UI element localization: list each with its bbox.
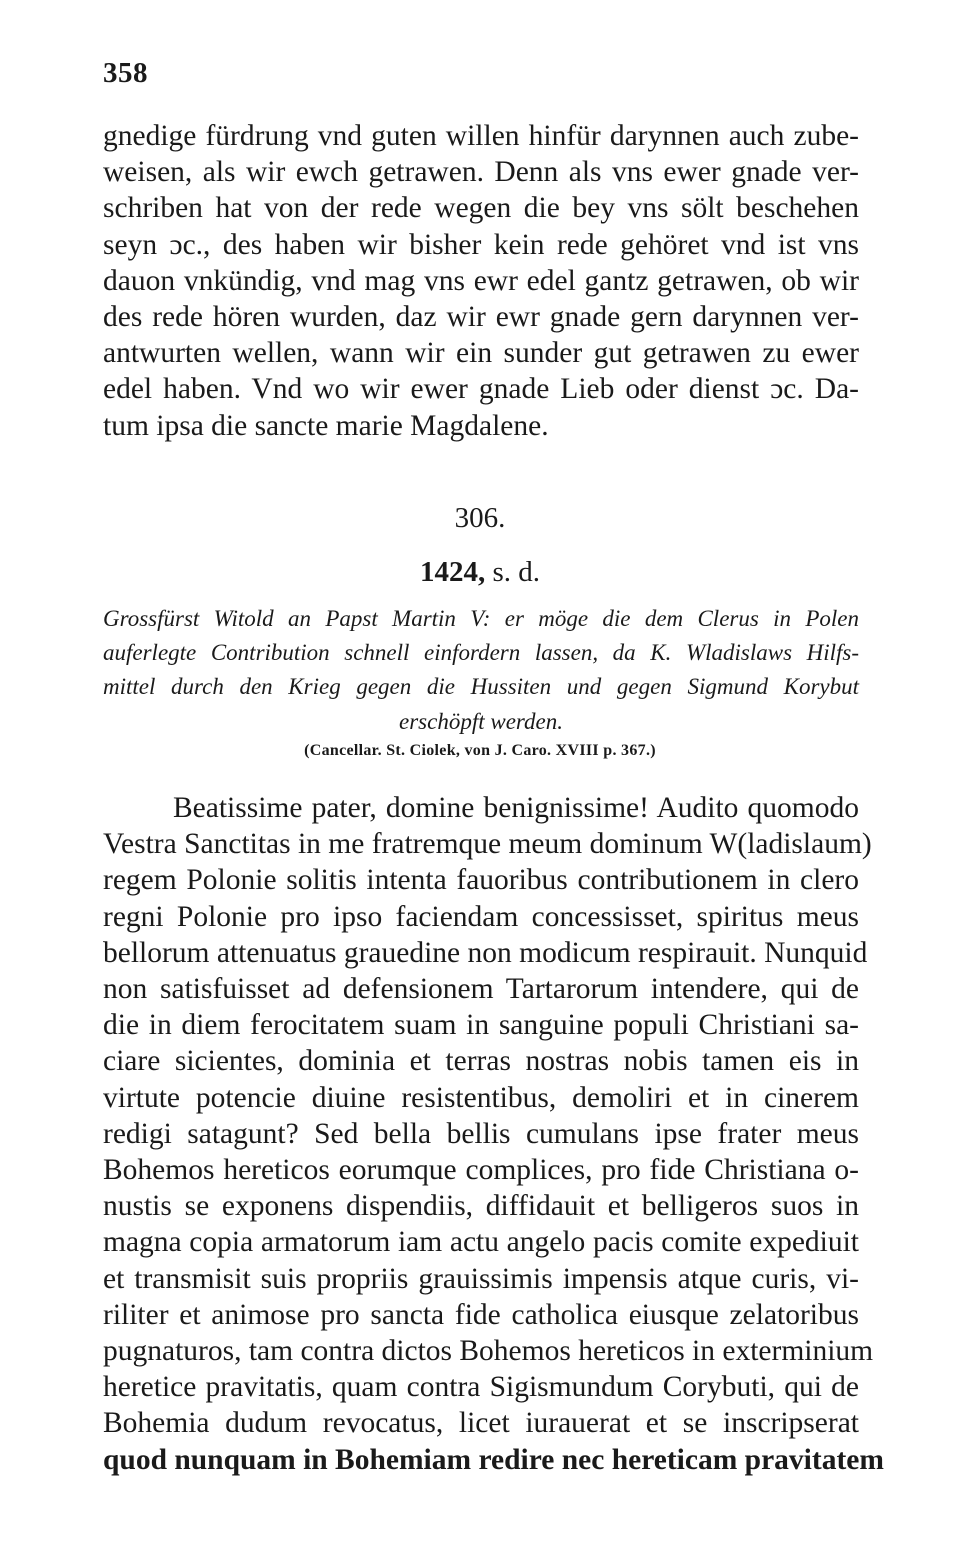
text-line: antwurten wellen, wann wir ein sunder gut getrawen zu ewer xyxy=(103,337,859,370)
intro-paragraph xyxy=(103,118,859,444)
text-line: heretice pravitatis, quam contra Sigismundum Corybuti, qui de xyxy=(103,1371,859,1404)
date-year: 1424, xyxy=(419,556,486,588)
text-line: ciare sicientes, dominia et terras nostras nobis tamen eis in xyxy=(103,1045,859,1078)
text-line: quod nunquam in Bohemiam redire nec hereticam pravitatem xyxy=(103,1443,884,1476)
text-line: tum ipsa die sancte marie Magdalene. xyxy=(103,409,549,442)
text-line: Bohemos hereticos eorumque complices, pro fide Christiana o- xyxy=(103,1154,859,1187)
page-number: 358 xyxy=(103,57,148,89)
text-line: nustis se exponens dispendiis, diffidauit et belligeros suos in xyxy=(103,1190,859,1223)
text-line: schriben hat von der rede wegen die bey vns sölt beschehen xyxy=(103,192,859,225)
text-line: gnedige fürdrung vnd guten willen hinfür darynnen auch zube- xyxy=(103,120,859,152)
text-line: dauon vnkündig, vnd mag vns ewr edel gantz getrawen, ob wir xyxy=(103,264,859,297)
text-line: magna copia armatorum iam actu angelo pacis comite expediuit xyxy=(103,1226,859,1259)
text-line: Vestra Sanctitas in me fratremque meum dominum W(ladislaum) xyxy=(103,828,872,861)
text-line: riliter et animose pro sancta fide catholica eiusque zelatoribus xyxy=(103,1298,859,1331)
document-summary xyxy=(103,602,859,739)
text-line: die in diem ferocitatem suam in sanguine populi Christiani sa- xyxy=(103,1009,859,1042)
text-line: weisen, als wir ewch getrawen. Denn als vns ewer gnade ver- xyxy=(103,156,859,189)
text-line: non satisfuisset ad defensionem Tartarorum intendere, qui de xyxy=(103,973,859,1006)
text-line: Beatissime pater, domine benignissime! Audito quomodo xyxy=(173,792,859,824)
document-date xyxy=(0,554,960,590)
text-line: edel haben. Vnd wo wir ewer gnade Lieb oder dienst ɔc. Da- xyxy=(103,373,859,406)
source-citation: (Cancellar. St. Ciolek, von J. Caro. XVIII p. 367.) xyxy=(304,742,656,759)
text-line: et transmisit suis propriis grauissimis impensis atque curis, vi- xyxy=(103,1262,859,1295)
date-note: s. d. xyxy=(485,556,541,588)
text-line: des rede hören wurden, daz wir ewr gnade gern darynnen ver- xyxy=(103,301,859,334)
text-line: bellorum attenuatus grauedine non modicum respirauit. Nunquid xyxy=(103,936,868,969)
text-line: virtute potencie diuine resistentibus, demoliri et in cinerem xyxy=(103,1081,859,1114)
text-line: Bohemia dudum revocatus, licet iurauerat et se inscripserat xyxy=(103,1407,859,1440)
text-line: redigi satagunt? Sed bella bellis cumulans ipse frater meus xyxy=(103,1117,859,1150)
text-line: seyn ɔc., des haben wir bisher kein rede gehöret vnd ist vns xyxy=(103,228,859,261)
document-number: 306. xyxy=(454,502,506,534)
text-line: pugnaturos, tam contra dictos Bohemos hereticos in exterminium xyxy=(103,1335,874,1368)
text-line: regem Polonie solitis intenta fauoribus contributionem in clero xyxy=(103,864,859,897)
text-line: regni Polonie pro ipso faciendam concessisset, spiritus meus xyxy=(103,900,859,933)
summary-line: Grossfürst Witold an Papst Martin V: er möge die dem Clerus in Polen xyxy=(103,606,859,631)
summary-line: auferlegte Contribution schnell einfordern lassen, da K. Wladislaws Hilfs- xyxy=(103,640,859,666)
summary-line: erschöpft werden. xyxy=(399,708,563,734)
summary-line: mittel durch den Krieg gegen die Hussiten und gegen Sigmund Korybut xyxy=(103,674,859,700)
letter-text xyxy=(103,790,884,1478)
